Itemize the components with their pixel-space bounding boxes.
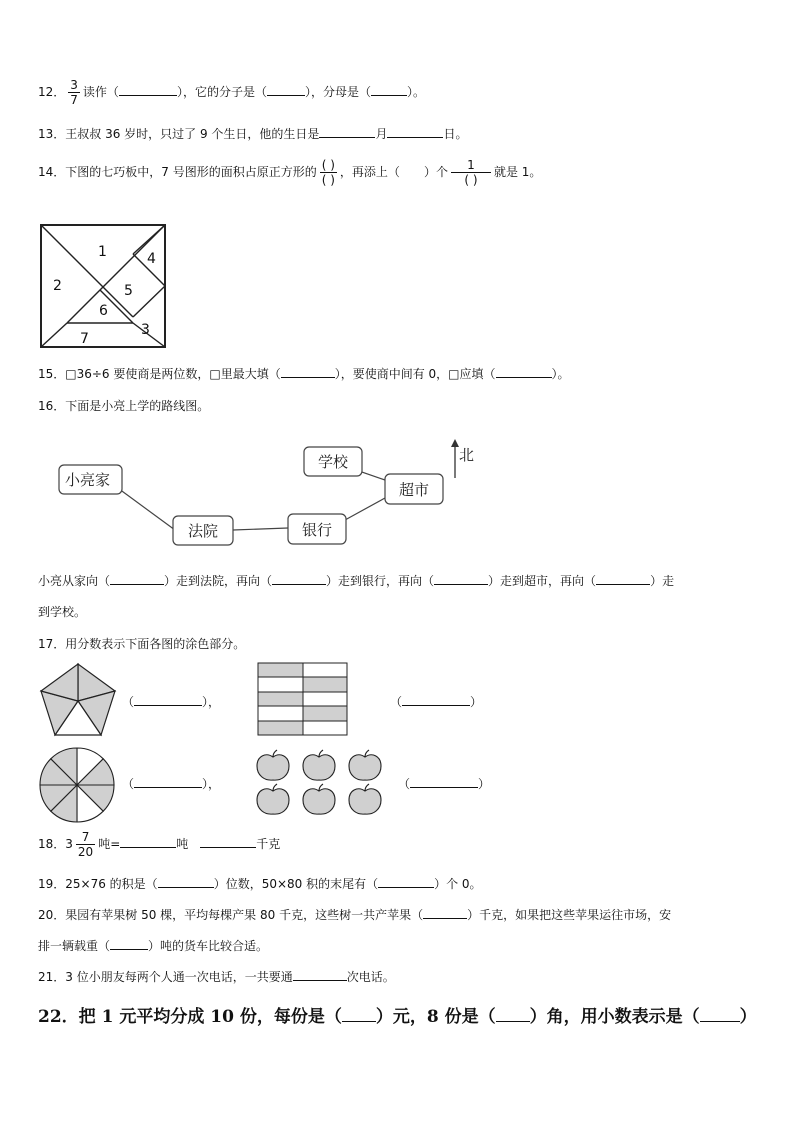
tangram-label: 6 — [99, 303, 108, 319]
question-12: 12． $\frac{3}{7}$ 读作（ ），它的分子是（ ），分母是（ ）。 — [38, 78, 425, 107]
pentagon-figure — [37, 661, 119, 741]
answer-blank[interactable] — [496, 1007, 530, 1022]
answer-blank[interactable] — [134, 694, 202, 706]
answer-blank[interactable] — [342, 1007, 376, 1022]
answer-blank[interactable] — [496, 366, 552, 378]
circle-figure — [37, 745, 117, 825]
tangram-label: 5 — [124, 283, 133, 299]
answer-blank[interactable] — [134, 776, 202, 788]
tangram-label: 2 — [53, 278, 62, 294]
apple-icon — [257, 750, 289, 780]
bank-label: 银行 — [302, 521, 333, 539]
tangram-label: 7 — [80, 331, 89, 347]
question-13: 13．王叔叔 36 岁时，只过了 9 个生日，他的生日是 月 日。 — [38, 127, 468, 141]
apple-icon — [349, 750, 381, 780]
question-16: 16．下面是小亮上学的路线图。 — [38, 399, 210, 413]
question-16-answer: 小亮从家向（ ）走到法院，再向（ ）走到银行，再向（ ）走到超市，再向（ ）走 — [38, 574, 675, 588]
answer-blank[interactable] — [200, 836, 256, 848]
answer-blank[interactable] — [596, 573, 650, 585]
question-21: 21．3 位小朋友每两个人通一次电话，一共要通 次电话。 — [38, 970, 395, 984]
question-19: 19．25×76 的积是（ ）位数，50×80 积的末尾有（ ）个 0。 — [38, 877, 482, 891]
question-18: 18．3 $\frac{7}{20}$ 吨= 吨 千克 — [38, 830, 281, 859]
answer-blank[interactable] — [120, 836, 176, 848]
answer-blank[interactable] — [293, 969, 347, 981]
answer-blank[interactable] — [371, 84, 407, 96]
answer-blank[interactable] — [281, 366, 335, 378]
market-label: 超市 — [399, 481, 430, 499]
answer-blank[interactable] — [387, 126, 443, 138]
court-label: 法院 — [188, 522, 219, 540]
question-15: 15．□36÷6 要使商是两位数，□里最大填（ ），要使商中间有 0，□应填（ ）。 — [38, 367, 570, 381]
answer-blank[interactable] — [267, 84, 305, 96]
question-17: 17．用分数表示下面各图的涂色部分。 — [38, 637, 246, 651]
home-label: 小亮家 — [65, 471, 111, 489]
route-map — [55, 438, 495, 558]
q14-unit-fraction: $\frac{1}{( )}$ — [451, 158, 491, 187]
circle-answer: （ ）， — [122, 777, 221, 791]
tangram-label: 4 — [147, 251, 156, 267]
answer-blank[interactable] — [434, 573, 488, 585]
grid-figure — [257, 662, 349, 742]
q18-fraction: $\frac{7}{20}$ — [77, 830, 94, 859]
grid-answer: （ ） — [390, 695, 483, 709]
answer-blank[interactable] — [119, 84, 177, 96]
tangram-label: 3 — [141, 322, 150, 338]
pentagon-answer: （ ）， — [122, 695, 221, 709]
apple-icon — [349, 784, 381, 814]
answer-blank[interactable] — [700, 1007, 740, 1022]
answer-blank[interactable] — [410, 776, 478, 788]
question-14: 14．下图的七巧板中，7 号图形的面积占原正方形的 $\frac{( )}{( )}$ ，再添上（ ）个 $\frac{1}{( )}$ 就是 1。 — [38, 158, 542, 187]
answer-blank[interactable] — [158, 876, 214, 888]
question-20: 20．果园有苹果树 50 棵，平均每棵产果 80 千克，这些树一共产苹果（ ）千克，如果把这些苹果运往市场，安 — [38, 908, 672, 922]
apple-icon — [303, 784, 335, 814]
north-arrow-icon — [451, 439, 459, 478]
answer-blank[interactable] — [110, 573, 164, 585]
apple-icon — [303, 750, 335, 780]
answer-blank[interactable] — [110, 938, 148, 950]
q14-fraction: $\frac{( )}{( )}$ — [321, 158, 335, 187]
q12-fraction: $\frac{3}{7}$ — [70, 78, 78, 107]
question-22: 22．把 1 元平均分成 10 份，每份是（ ）元，8 份是（ ）角，用小数表示是（ ） — [38, 1007, 757, 1027]
school-label: 学校 — [318, 453, 349, 471]
question-16-line2: 到学校。 — [38, 605, 87, 619]
question-20-line2: 排一辆载重（ ）吨的货车比较合适。 — [38, 939, 269, 953]
q12-number: 12． — [38, 85, 66, 99]
answer-blank[interactable] — [402, 694, 470, 706]
answer-blank[interactable] — [423, 907, 467, 919]
tangram-figure — [40, 224, 170, 348]
apples-figure — [252, 746, 392, 818]
apple-icon — [257, 784, 289, 814]
answer-blank[interactable] — [319, 126, 375, 138]
north-label: 北 — [459, 446, 475, 464]
tangram-label: 1 — [98, 244, 107, 260]
answer-blank[interactable] — [378, 876, 434, 888]
answer-blank[interactable] — [272, 573, 326, 585]
apples-answer: （ ） — [398, 777, 491, 791]
